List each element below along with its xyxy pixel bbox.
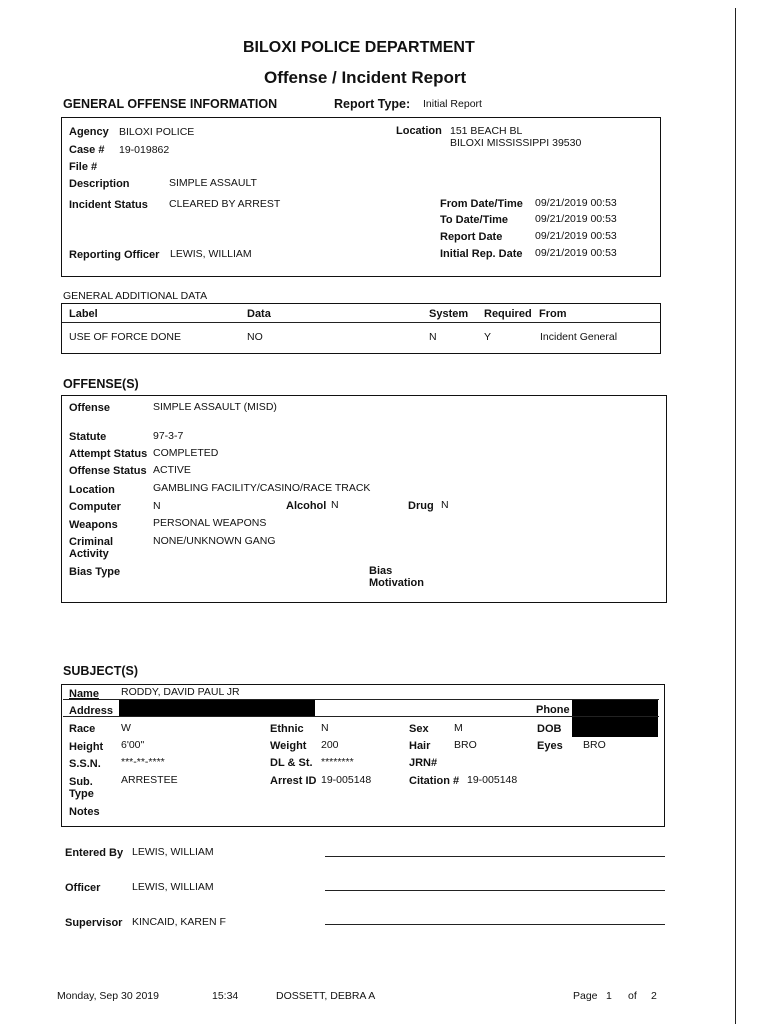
page-edge-rule [735, 8, 736, 1024]
additional-row-from: Incident General [540, 331, 618, 343]
offense-location-label: Location [69, 484, 115, 496]
location-line1: 151 BEACH BL [450, 125, 523, 137]
bias-motivation-label-1: Bias [369, 565, 393, 577]
weapons-value: PERSONAL WEAPONS [153, 517, 267, 529]
bias-motivation-label-2: Motivation [369, 577, 424, 589]
case-value: 19-019862 [119, 144, 170, 156]
sex-label: Sex [409, 723, 429, 735]
additional-data-box [61, 303, 661, 354]
subject-name-value: RODDY, DAVID PAUL JR [121, 686, 240, 698]
footer-date: Monday, Sep 30 2019 [57, 990, 159, 1002]
section-subjects: SUBJECT(S) [63, 664, 139, 678]
offense-label: Offense [69, 402, 110, 414]
location-label: Location [396, 125, 442, 137]
report-type-label: Report Type: [334, 97, 411, 111]
col-header-from: From [539, 308, 567, 320]
footer-page-num: 1 [606, 990, 612, 1002]
ssn-value: ***-**-**** [121, 756, 165, 768]
from-datetime-label: From Date/Time [440, 198, 523, 210]
officer-value: LEWIS, WILLIAM [132, 881, 214, 893]
subject-name-label: Name [69, 688, 99, 700]
offense-value: SIMPLE ASSAULT (MISD) [153, 401, 277, 413]
statute-value: 97-3-7 [153, 430, 184, 442]
dl-value: ******** [321, 756, 354, 768]
additional-row-system: N [429, 331, 437, 343]
address-redaction [119, 700, 315, 717]
agency-label: Agency [69, 126, 109, 138]
report-date-value: 09/21/2019 00:53 [535, 230, 617, 242]
supervisor-label: Supervisor [65, 917, 123, 929]
description-value: SIMPLE ASSAULT [169, 177, 257, 189]
section-general-offense: GENERAL OFFENSE INFORMATION [63, 97, 278, 111]
drug-value: N [441, 499, 449, 511]
dob-label: DOB [537, 723, 562, 735]
subtype-value: ARRESTEE [121, 774, 178, 786]
to-datetime-label: To Date/Time [440, 214, 509, 226]
citation-label: Citation # [409, 775, 460, 787]
weapons-label: Weapons [69, 519, 118, 531]
hair-label: Hair [409, 740, 431, 752]
col-header-label: Label [69, 308, 98, 320]
additional-row-required: Y [484, 331, 492, 343]
offense-status-value: ACTIVE [153, 464, 191, 476]
section-offenses: OFFENSE(S) [63, 377, 139, 391]
dob-redaction [572, 719, 658, 737]
arrest-id-value: 19-005148 [321, 774, 372, 786]
attempt-status-value: COMPLETED [153, 447, 219, 459]
jrn-label: JRN# [409, 757, 438, 769]
attempt-status-label: Attempt Status [69, 448, 148, 460]
entered-by-label: Entered By [65, 847, 124, 859]
ethnic-value: N [321, 722, 329, 734]
additional-row-data: NO [247, 331, 263, 343]
incident-status-value: CLEARED BY ARREST [169, 198, 281, 210]
criminal-activity-value: NONE/UNKNOWN GANG [153, 535, 276, 547]
col-header-system: System [429, 308, 469, 320]
subtype-label-1: Sub. [69, 776, 93, 788]
incident-status-label: Incident Status [69, 199, 148, 211]
case-label: Case # [69, 144, 105, 156]
location-line2: BILOXI MISSISSIPPI 39530 [450, 137, 582, 149]
footer-page-label: Page [573, 990, 598, 1002]
ssn-label: S.S.N. [69, 758, 101, 770]
department-title: BILOXI POLICE DEPARTMENT [243, 39, 475, 56]
report-type-value: Initial Report [423, 98, 482, 110]
footer-of-label: of [628, 990, 637, 1002]
computer-value: N [153, 500, 161, 512]
notes-label: Notes [69, 806, 100, 818]
col-header-required: Required [484, 308, 532, 320]
subject-address-label: Address [69, 705, 114, 717]
report-date-label: Report Date [440, 231, 503, 243]
entered-by-value: LEWIS, WILLIAM [132, 846, 214, 858]
offense-location-value: GAMBLING FACILITY/CASINO/RACE TRACK [153, 482, 371, 494]
alcohol-value: N [331, 499, 339, 511]
offense-box [61, 395, 667, 603]
footer-printed-by: DOSSETT, DEBRA A [276, 990, 376, 1002]
agency-value: BILOXI POLICE [119, 126, 195, 138]
footer-time: 15:34 [212, 990, 239, 1002]
criminal-activity-label-1: Criminal [69, 536, 114, 548]
height-label: Height [69, 741, 104, 753]
citation-value: 19-005148 [467, 774, 518, 786]
hair-value: BRO [454, 739, 477, 751]
offense-status-label: Offense Status [69, 465, 147, 477]
file-label: File # [69, 161, 98, 173]
height-value: 6'00" [121, 739, 145, 751]
subject-phone-label: Phone [536, 704, 570, 716]
eyes-label: Eyes [537, 740, 563, 752]
description-label: Description [69, 178, 130, 190]
criminal-activity-label-2: Activity [69, 548, 109, 560]
weight-value: 200 [321, 739, 339, 751]
from-datetime-value: 09/21/2019 00:53 [535, 197, 617, 209]
section-additional-data: GENERAL ADDITIONAL DATA [63, 290, 208, 302]
race-value: W [121, 722, 131, 734]
arrest-id-label: Arrest ID [270, 775, 317, 787]
additional-row-label: USE OF FORCE DONE [69, 331, 182, 343]
subtype-label-2: Type [69, 788, 94, 800]
footer-page-total: 2 [651, 990, 657, 1002]
weight-label: Weight [270, 740, 307, 752]
ethnic-label: Ethnic [270, 723, 304, 735]
reporting-officer-value: LEWIS, WILLIAM [170, 248, 252, 260]
sex-value: M [454, 722, 463, 734]
reporting-officer-label: Reporting Officer [69, 249, 160, 261]
dl-label: DL & St. [270, 757, 313, 769]
to-datetime-value: 09/21/2019 00:53 [535, 213, 617, 225]
eyes-value: BRO [583, 739, 606, 751]
statute-label: Statute [69, 431, 107, 443]
alcohol-label: Alcohol [286, 500, 327, 512]
supervisor-value: KINCAID, KAREN F [132, 916, 226, 928]
address-underline [63, 716, 659, 717]
supervisor-signature-line [325, 924, 665, 925]
entered-by-signature-line [325, 856, 665, 857]
officer-label: Officer [65, 882, 101, 894]
col-header-data: Data [247, 308, 271, 320]
bias-type-label: Bias Type [69, 566, 121, 578]
additional-header-divider [62, 322, 660, 323]
race-label: Race [69, 723, 96, 735]
computer-label: Computer [69, 501, 121, 513]
initial-rep-date-value: 09/21/2019 00:53 [535, 247, 617, 259]
officer-signature-line [325, 890, 665, 891]
initial-rep-date-label: Initial Rep. Date [440, 248, 523, 260]
drug-label: Drug [408, 500, 434, 512]
report-title: Offense / Incident Report [264, 68, 467, 87]
